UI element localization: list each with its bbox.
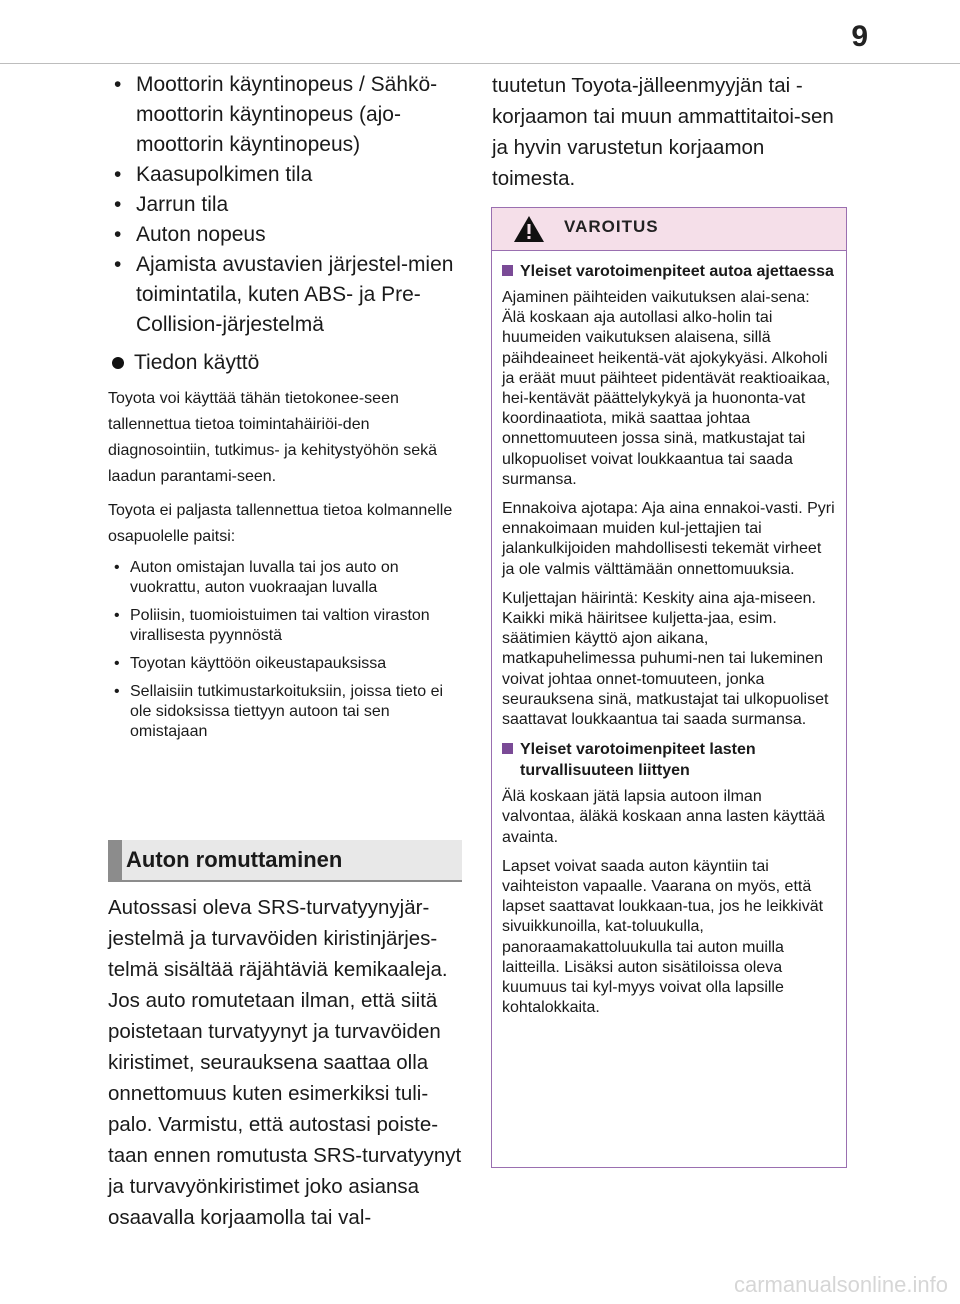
list-item: • Moottorin käyntinopeus / Sähkö-moottorin käyntinopeus (ajo-moottorin käyntinopeus) [108, 70, 464, 160]
warning-box [491, 207, 847, 1168]
list-item: • Ajamista avustavien järjestel-mien toimintatila, kuten ABS- ja Pre-Collision-järjestelmä [108, 250, 464, 340]
watermark: carmanualsonline.info [733, 1272, 948, 1297]
paragraph: tuutetun Toyota-jälleenmyyjän tai -korjaamon tai muun ammattitaitoi-sen ja hyvin varustetun korjaamon toimesta. [492, 74, 834, 190]
warning-paragraph: Ajaminen päihteiden vaikutuksen alai-sena: Älä koskaan aja autollasi alko-holin tai huumeiden vaikutuksen alaisena, sillä päihdeaineet heikentä-vät ajokykyäsi. Alkoholi ja eräät muut päihteet pidentävät reaktioaikaa, hei-kentävät päättelykykyä ja huononta-vat koordinaatiota, mikä saattaa johtaa onnettomuuteen jossa sinä, matkustajat tai ulkopuoliset voivat loukkaantua tai saada surmansa. [502, 289, 831, 488]
subheading-text: Yleiset varotoimenpiteet lasten turvallisuuteen liittyen [520, 741, 756, 780]
section-title: Auton romuttaminen [108, 840, 462, 882]
page-number: 9 [851, 20, 868, 53]
list-item: • Poliisin, tuomioistuimen tai valtion viraston virallisesta pyynnöstä [108, 606, 464, 646]
section-body: Autossasi oleva SRS-turvatyynyjär-jestelmä ja turvavöiden kiristinjärjes-telmä sisältää räjähtäviä kemikaaleja. Jos auto romutetaan ilman, että siitä poistetaan turvatyynyt ja turvavöiden kiristimet, seurauksena saattaa olla onnettomuus kuten esimerkiksi tuli-palo. Varmistu, että autostasi poiste-taan ennen romutusta SRS-turvatyynyt ja turvavyönkiristimet joko asiansa osaavalla korjaamolla tai val- [108, 896, 462, 1229]
warning-paragraph: Älä koskaan jätä lapsia autoon ilman valvontaa, äläkä koskaan anna lasten käyttää avainta. [502, 788, 825, 846]
left-column [108, 70, 464, 750]
square-bullet-icon [502, 265, 513, 276]
warning-content [492, 251, 846, 1019]
bullet-dot-icon [112, 357, 124, 369]
heading-text: Tiedon käyttö [134, 351, 260, 374]
warning-triangle-icon [512, 214, 546, 249]
list-item: • Kaasupolkimen tila [108, 160, 464, 190]
warning-paragraph: Ennakoiva ajotapa: Aja aina ennakoi-vasti. Pyri ennakoimaan muiden kul-jettajien tai jalankulkijoiden mahdollisesti tekemät virheet ja ole valmis välttämään onnettomuuksia. [502, 500, 835, 578]
list-item: • Sellaisiin tutkimustarkoituksiin, joissa tieto ei ole sidoksissa tiettyyn autoon tai sen omistajaan [108, 682, 464, 742]
warning-paragraph: Lapset voivat saada auton käyntiin tai vaihteiston vapaalle. Vaarana on myös, että lapset saattavat loukkaan-tua, jos he leikkivät sivuikkunoilla, kat-toluukulla, panoraamakattoluukulla tai auton muilla laitteilla. Lisäksi auton sisätiloissa oleva kuumuus tai kyl-myys voivat olla lapsille kohtalokkaita. [502, 857, 824, 1017]
data-usage-heading [108, 348, 464, 378]
list-item: • Auton nopeus [108, 220, 464, 250]
warning-header [492, 208, 846, 251]
warning-subheading [502, 739, 836, 781]
header-rule [0, 63, 960, 64]
warning-title: VAROITUS [564, 217, 659, 236]
subheading-text: Yleiset varotoimenpiteet autoa ajettaessa [520, 263, 834, 280]
list-item: • Jarrun tila [108, 190, 464, 220]
warning-subheading [502, 261, 836, 282]
right-column [492, 70, 848, 194]
paragraph: Toyota ei paljasta tallennettua tietoa kolmannelle osapuolelle paitsi: [108, 502, 453, 545]
warning-paragraph: Kuljettajan häirintä: Keskity aina aja-miseen. Kaikki mikä häiritsee kuljetta-jaa, esim. säätimien käyttö ajon aikana, matkapuhelimessa puhumi-nen tai lukeminen voivat johtaa onnet-tomuuteen, jonka seurauksena sinä, matkustajat tai ulkopuoliset saattavat loukkaantua tai saada surmansa. [502, 589, 829, 729]
exceptions-list [108, 558, 464, 742]
list-item: • Auton omistajan luvalla tai jos auto on vuokrattu, auton vuokraajan luvalla [108, 558, 464, 598]
paragraph: Toyota voi käyttää tähän tietokonee-seen tallennettua tietoa toimintahäiriöi-den diagnosointiin, tutkimus- ja kehitystyöhön sekä laadun parantami-seen. [108, 390, 438, 485]
vehicle-data-list [108, 70, 464, 340]
square-bullet-icon [502, 743, 513, 754]
list-item: • Toyotan käyttöön oikeustapauksissa [108, 654, 464, 674]
